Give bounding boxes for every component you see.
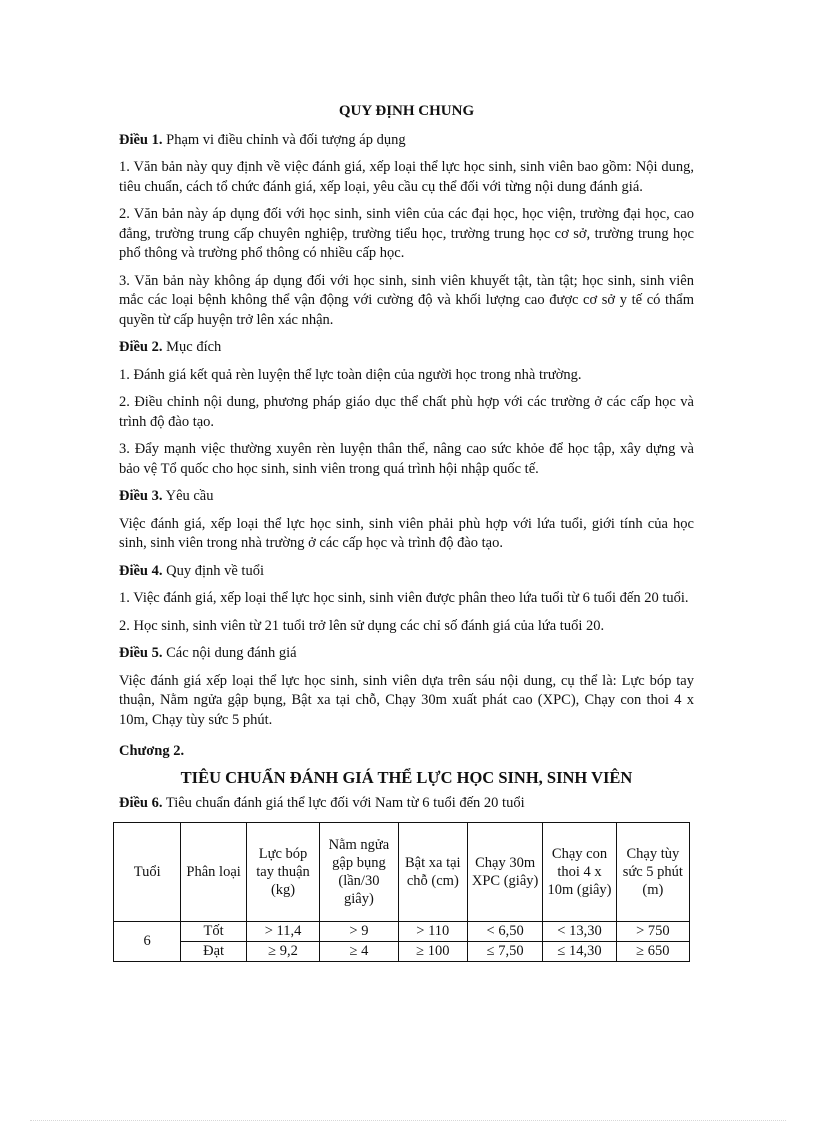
table-row xyxy=(114,941,690,961)
article-subject: Quy định về tuổi xyxy=(166,562,264,579)
article-number: Điều 3. xyxy=(119,488,163,504)
article-subject: Tiêu chuẩn đánh giá thể lực đối với Nam từ 6 tuổi đến 20 tuổi xyxy=(165,795,525,811)
article-number: Điều 6. xyxy=(119,795,163,811)
article-1 xyxy=(119,131,694,331)
paragraph: 3. Văn bản này không áp dụng đối với học sinh, sinh viên khuyết tật, tàn tật; học sinh, sinh viên mắc các loại bệnh không thể vận động với cường độ và khối lượng cao được cơ sở y tế có thẩm quyền từ cấp huyện trở lên xác nhận. xyxy=(119,272,694,328)
fitness-standards-table xyxy=(113,822,690,962)
table-cell: Tốt xyxy=(181,921,247,941)
paragraph: 3. Đẩy mạnh việc thường xuyên rèn luyện thân thể, nâng cao sức khỏe để học tập, xây dựng và bảo vệ Tổ quốc cho học sinh, sinh viên trong quá trình hội nhập quốc tế. xyxy=(119,441,694,477)
column-header-shuttle-run: Chạy con thoi 4 x 10m (giây) xyxy=(543,822,616,921)
article-number: Điều 4. xyxy=(119,562,163,579)
article-heading xyxy=(119,131,694,151)
paragraph: 2. Điều chỉnh nội dung, phương pháp giáo dục thể chất phù hợp với các trường ở các cấp học và trình độ đào tạo. xyxy=(119,394,694,430)
paragraph: Việc đánh giá xếp loại thể lực học sinh, sinh viên dựa trên sáu nội dung, cụ thể là: Lực bóp tay thuận, Nằm ngửa gập bụng, Bật xa tại chỗ, Chạy 30m xuất phát cao (XPC), Chạy con thoi 4 x 10m, Chạy tùy sức 5 phút. xyxy=(119,672,694,728)
column-header-sit-ups: Nằm ngửa gập bụng (lần/30 giây) xyxy=(320,822,398,921)
column-header-grip-strength: Lực bóp tay thuận (kg) xyxy=(246,822,319,921)
chapter-label: Chương 2. xyxy=(119,743,185,759)
paragraph: 1. Văn bản này quy định về việc đánh giá, xếp loại thể lực học sinh, sinh viên bao gồm: Nội dung, tiêu chuẩn, cách tổ chức đánh giá, xếp loại, yêu cầu cụ thể đối với từng nội dung đánh giá. xyxy=(119,159,694,195)
table-cell: > 9 xyxy=(320,921,398,941)
article-6-heading xyxy=(119,794,694,814)
table-cell: > 750 xyxy=(616,921,689,941)
paragraph: Việc đánh giá, xếp loại thể lực học sinh, sinh viên phải phù hợp với lứa tuổi, giới tính của học sinh, sinh viên trong nhà trường ở các cấp học và trình độ đào tạo. xyxy=(119,515,694,551)
column-header-age: Tuổi xyxy=(114,822,181,921)
paragraph: 1. Đánh giá kết quả rèn luyện thể lực toàn diện của người học trong nhà trường. xyxy=(119,366,582,383)
page-bottom-rule xyxy=(30,1120,786,1121)
column-header-category: Phân loại xyxy=(181,822,247,921)
table-cell: < 13,30 xyxy=(543,921,616,941)
article-number: Điều 2. xyxy=(119,339,163,355)
table-cell: ≥ 100 xyxy=(398,941,467,961)
age-cell: 6 xyxy=(114,921,181,961)
article-heading xyxy=(119,644,694,664)
column-header-5min-run: Chạy tùy sức 5 phút (m) xyxy=(616,822,689,921)
article-heading xyxy=(119,487,694,507)
article-5 xyxy=(119,644,694,730)
article-subject: Yêu cầu xyxy=(165,488,214,504)
article-heading xyxy=(119,562,694,582)
table-header-row xyxy=(114,822,690,921)
table-cell: ≤ 7,50 xyxy=(467,941,542,961)
paragraph: 1. Việc đánh giá, xếp loại thể lực học sinh, sinh viên được phân theo lứa tuổi từ 6 tuổi đến 20 tuổi. xyxy=(119,590,689,606)
table-cell: > 11,4 xyxy=(246,921,319,941)
article-subject: Mục đích xyxy=(166,339,222,355)
article-number: Điều 1. xyxy=(119,131,163,148)
paragraph: 2. Học sinh, sinh viên từ 21 tuổi trở lên sử dụng các chỉ số đánh giá của lứa tuổi 20. xyxy=(119,617,605,634)
table-row xyxy=(114,921,690,941)
article-subject: Phạm vi điều chỉnh và đối tượng áp dụng xyxy=(166,131,406,148)
table-cell: ≥ 4 xyxy=(320,941,398,961)
table-cell: Đạt xyxy=(181,941,247,961)
table-cell: ≥ 9,2 xyxy=(246,941,319,961)
table-cell: ≤ 14,30 xyxy=(543,941,616,961)
article-3 xyxy=(119,487,694,554)
table-cell: > 110 xyxy=(398,921,467,941)
table-cell: ≥ 650 xyxy=(616,941,689,961)
paragraph: 2. Văn bản này áp dụng đối với học sinh, sinh viên của các đại học, học viện, trường đại học, cao đẳng, trường trung cấp chuyên nghiệp, trường tiểu học, trường trung học cơ sở, trường trung học phổ thông và trường phổ thông có nhiều cấp học. xyxy=(119,206,694,261)
article-number: Điều 5. xyxy=(119,645,163,661)
section-title: QUY ĐỊNH CHUNG xyxy=(338,103,475,119)
column-header-30m-sprint: Chạy 30m XPC (giây) xyxy=(467,822,542,921)
article-heading xyxy=(119,338,694,358)
article-2 xyxy=(119,338,694,479)
article-4 xyxy=(119,562,694,637)
column-header-standing-jump: Bật xa tại chỗ (cm) xyxy=(398,822,467,921)
document-page xyxy=(119,102,694,962)
chapter-title: TIÊU CHUẨN ĐÁNH GIÁ THỂ LỰC HỌC SINH, SINH VIÊN xyxy=(180,767,633,787)
table-cell: < 6,50 xyxy=(467,921,542,941)
article-subject: Các nội dung đánh giá xyxy=(166,645,297,661)
